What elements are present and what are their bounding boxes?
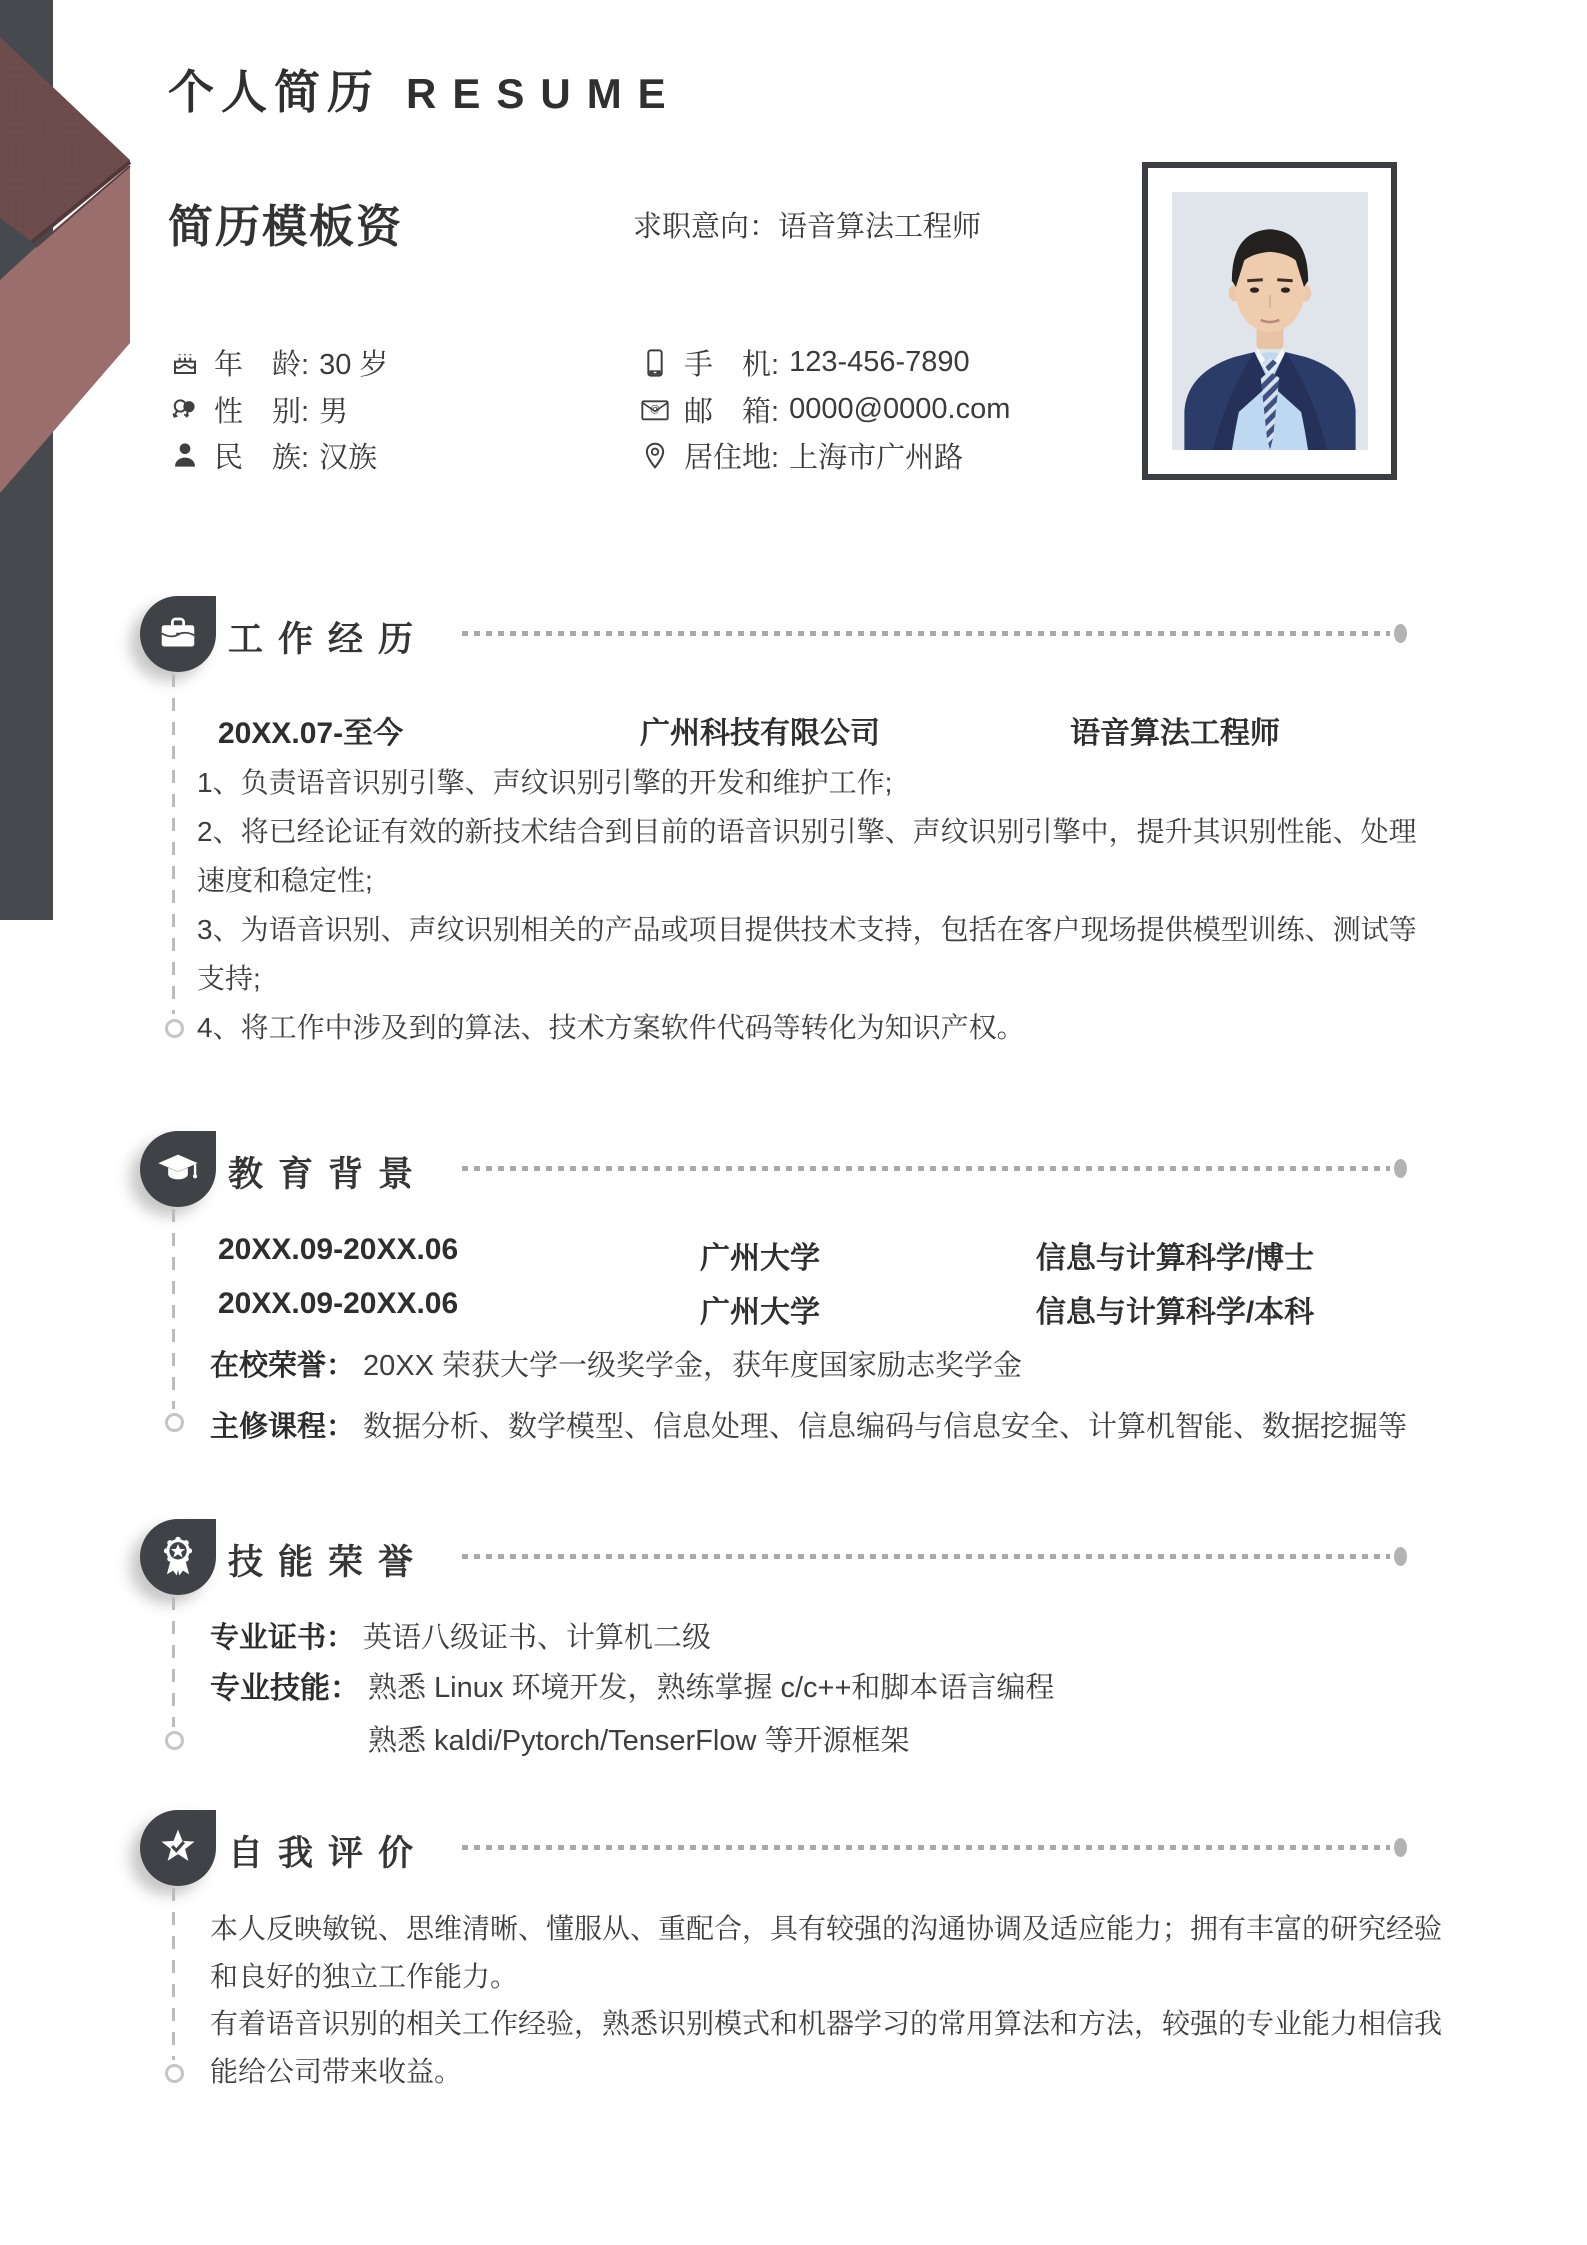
star-icon — [157, 1827, 199, 1869]
self-section-rule — [462, 1845, 1390, 1850]
skill-label: 专业技能： — [210, 1672, 360, 1705]
work-timeline — [172, 674, 175, 1014]
skills-timeline — [172, 1597, 175, 1727]
info-label: 手 机: — [684, 349, 780, 381]
skills-timeline-dot — [165, 1731, 184, 1750]
self-section-badge — [140, 1810, 216, 1886]
info-label: 居住地: — [684, 442, 780, 474]
education-section-rule — [462, 1166, 1390, 1171]
self-rule-end-dot — [1394, 1838, 1407, 1857]
page-title — [168, 56, 682, 122]
cert-label: 专业证书： — [210, 1622, 356, 1654]
page-title-cn: 个人简历 — [168, 66, 380, 118]
education-honors-line — [210, 1343, 1022, 1384]
info-row-phone — [638, 342, 970, 383]
education-timeline — [172, 1209, 175, 1409]
job-intent-label: 求职意向： — [633, 211, 779, 243]
skills-skill-block — [210, 1662, 1054, 1768]
work-company: 广州科技有限公司 — [640, 717, 880, 750]
skills-section-badge — [140, 1519, 216, 1595]
courses-value: 数据分析、数学模型、信息处理、信息编码与信息安全、计算机智能、数据挖掘等 — [363, 1411, 1408, 1443]
work-timeline-dot — [165, 1019, 184, 1038]
skills-rule-end-dot — [1394, 1547, 1407, 1566]
skills-section-title: 技能荣誉 — [228, 1543, 429, 1582]
honors-value: 20XX 荣获大学一级奖学金，获年度国家励志奖学金 — [363, 1350, 1023, 1382]
info-label: 邮 箱: — [684, 396, 780, 428]
work-bullet: 2、将已经论证有效的新技术结合到目前的语音识别引擎、声纹识别引擎中，提升其识别性能、处理速度和稳定性; — [197, 816, 1417, 896]
self-timeline — [172, 1888, 175, 2060]
work-bullet: 3、为语音识别、声纹识别相关的产品或项目提供技术支持，包括在客户现场提供模型训练、测试等支持; — [197, 914, 1417, 994]
self-section-title: 自我评价 — [228, 1834, 429, 1873]
info-label: 民 族: — [214, 442, 310, 474]
svg-text:@: @ — [650, 403, 660, 415]
mail-icon — [638, 393, 672, 427]
info-value: 123-456-7890 — [789, 346, 970, 378]
education-courses-line — [210, 1404, 1407, 1445]
education-section-badge — [140, 1131, 216, 1207]
briefcase-icon — [158, 616, 198, 652]
portrait-illustration — [1172, 192, 1368, 450]
skills-cert-line — [210, 1615, 711, 1656]
info-value: 上海市广州路 — [789, 442, 964, 474]
cake-icon — [168, 346, 202, 380]
work-bullet: 4、将工作中涉及到的算法、技术方案软件代码等转化为知识产权。 — [197, 1012, 1025, 1043]
education-date: 20XX.09-20XX.06 — [218, 1287, 459, 1320]
phone-icon — [638, 346, 672, 380]
info-value: 30 岁 — [319, 349, 389, 381]
info-value: 0000@0000.com — [789, 393, 1011, 425]
info-row-age — [168, 342, 388, 383]
skill-lines — [368, 1662, 1054, 1768]
honors-label: 在校荣誉： — [210, 1350, 356, 1382]
work-position: 语音算法工程师 — [1070, 717, 1280, 750]
left-strip — [0, 0, 53, 920]
info-row-address — [638, 435, 963, 476]
info-label: 性 别: — [214, 396, 310, 428]
skills-section-rule — [462, 1554, 1390, 1559]
education-major: 信息与计算科学/博士 — [1035, 1242, 1315, 1275]
skill-line: 熟悉 kaldi/Pytorch/TenserFlow 等开源框架 — [368, 1725, 910, 1757]
education-major: 信息与计算科学/本科 — [1035, 1296, 1315, 1329]
work-bullet: 1、负责语音识别引擎、声纹识别引擎的开发和维护工作; — [197, 767, 893, 798]
skill-line: 熟悉 Linux 环境开发，熟练掌握 c/c++和脚本语言编程 — [368, 1672, 1055, 1704]
info-label: 年 龄: — [214, 349, 310, 381]
info-value: 男 — [319, 396, 349, 428]
education-timeline-dot — [165, 1413, 184, 1432]
self-paragraph: 有着语音识别的相关工作经验，熟悉识别模式和机器学习的常用算法和方法，较强的专业能力相信我能给公司带来收益。 — [210, 2008, 1443, 2087]
job-intent — [633, 204, 981, 245]
courses-label: 主修课程： — [210, 1411, 356, 1443]
graduation-cap-icon — [157, 1150, 199, 1188]
person-icon — [168, 439, 202, 473]
corner-ribbon-decoration — [0, 0, 220, 960]
page-title-en: RESUME — [406, 70, 682, 117]
education-school: 广州大学 — [700, 1242, 820, 1275]
work-rule-end-dot — [1394, 624, 1407, 643]
gender-icon — [168, 393, 202, 427]
work-section-title: 工作经历 — [228, 620, 429, 659]
info-row-ethnicity — [168, 435, 377, 476]
self-timeline-dot — [165, 2064, 184, 2083]
self-evaluation-text — [210, 1905, 1448, 2095]
work-section-badge — [140, 596, 216, 672]
self-paragraph: 本人反映敏锐、思维清晰、懂服从、重配合，具有较强的沟通协调及适应能力；拥有丰富的研究经验和良好的独立工作能力。 — [210, 1913, 1443, 1992]
medal-icon — [158, 1536, 198, 1578]
info-row-email — [638, 389, 1010, 430]
work-date: 20XX.07-至今 — [218, 717, 404, 750]
work-section-rule — [462, 631, 1390, 636]
location-icon — [638, 439, 672, 473]
candidate-name: 简历模板资 — [168, 201, 404, 252]
info-value: 汉族 — [319, 442, 378, 474]
info-row-gender — [168, 389, 348, 430]
cert-value: 英语八级证书、计算机二级 — [363, 1622, 712, 1654]
education-rule-end-dot — [1394, 1159, 1407, 1178]
work-bullet-list — [197, 758, 1435, 1052]
education-school: 广州大学 — [700, 1296, 820, 1329]
education-date: 20XX.09-20XX.06 — [218, 1233, 459, 1266]
education-section-title: 教育背景 — [228, 1155, 429, 1194]
job-intent-value: 语音算法工程师 — [778, 211, 982, 243]
id-photo — [1142, 162, 1397, 480]
